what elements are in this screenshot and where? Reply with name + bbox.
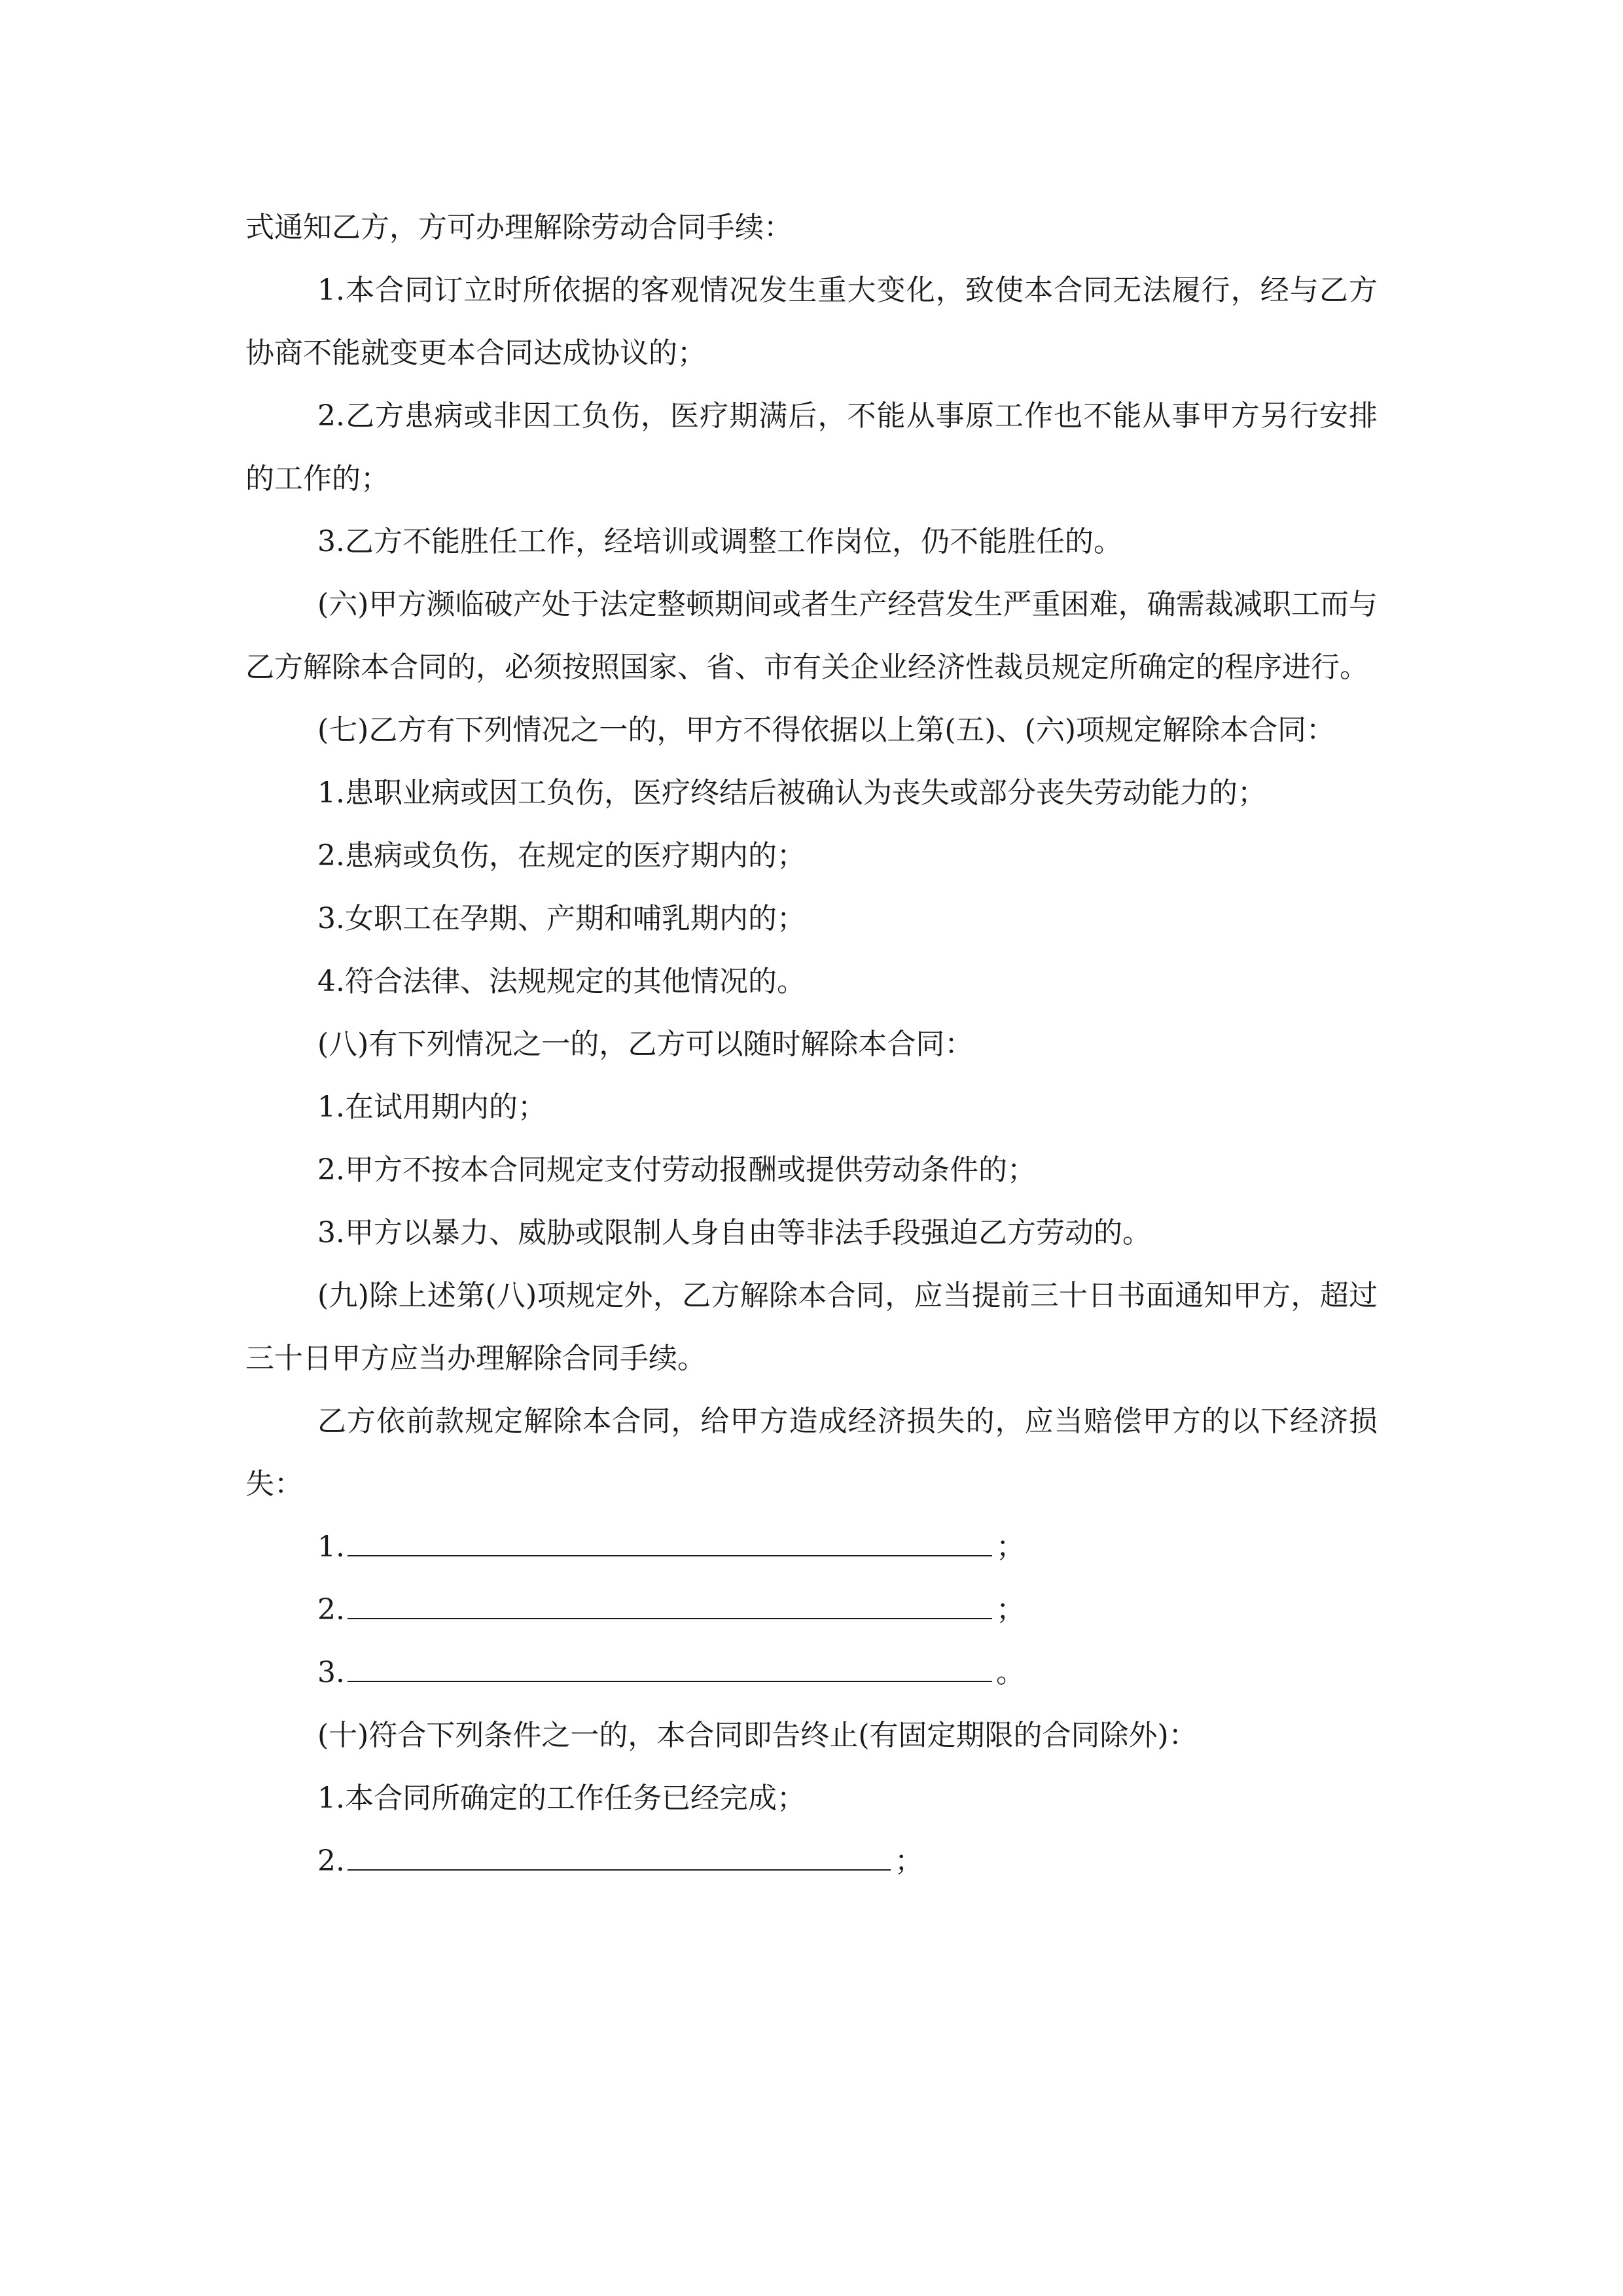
loss-item-end: 。: [995, 1656, 1025, 1689]
paragraph-clause: (九)除上述第(八)项规定外，乙方解除本合同，应当提前三十日书面通知甲方，超过三十日甲方应当办理解除合同手续。: [245, 1279, 1378, 1375]
termination-item-2: [245, 1830, 1378, 1893]
termination-item-end: ；: [894, 1844, 923, 1878]
paragraph-clause: (六)甲方濒临破产处于法定整顿期间或者生产经营发生严重困难，确需裁减职工而与乙方解除本合同的，必须按照国家、省、市有关企业经济性裁员规定所确定的程序进行。: [245, 588, 1378, 684]
paragraph-clause: (八)有下列情况之一的，乙方可以随时解除本合同：: [317, 1028, 974, 1061]
paragraph-clause: (七)乙方有下列情况之一的，甲方不得依据以上第(五)、(六)项规定解除本合同：: [317, 713, 1335, 747]
paragraph-item: 2.甲方不按本合同规定支付劳动报酬或提供劳动条件的；: [317, 1153, 1036, 1187]
paragraph-item: 1.患职业病或因工负伤，医疗终结后被确认为丧失或部分丧失劳动能力的；: [317, 776, 1266, 810]
loss-item-1: [245, 1516, 1378, 1579]
paragraph-item: 3.甲方以暴力、威胁或限制人身自由等非法手段强迫乙方劳动的。: [317, 1216, 1151, 1249]
loss-item-number: 3.: [317, 1656, 345, 1689]
loss-item-end: ；: [995, 1593, 1025, 1626]
paragraph-item: 1.本合同订立时所依据的客观情况发生重大变化，致使本合同无法履行，经与乙方协商不能就变更本合同达成协议的；: [245, 274, 1378, 370]
loss-item-end: ；: [995, 1530, 1025, 1564]
loss-item-number: 1.: [317, 1530, 345, 1564]
paragraph-item: 4.符合法律、法规规定的其他情况的。: [317, 965, 806, 998]
paragraph-item: 2.患病或负伤，在规定的医疗期内的；: [317, 839, 806, 872]
paragraph-item: 3.乙方不能胜任工作，经培训或调整工作岗位，仍不能胜任的。: [317, 525, 1122, 558]
paragraph-item: 2.乙方患病或非因工负伤，医疗期满后，不能从事原工作也不能从事甲方另行安排的工作的；: [245, 399, 1378, 495]
paragraph-clause: 乙方依前款规定解除本合同，给甲方造成经济损失的，应当赔偿甲方的以下经济损失：: [245, 1405, 1378, 1501]
fill-in-blank[interactable]: [348, 1589, 992, 1619]
loss-item-2: [245, 1579, 1378, 1641]
paragraph-clause: (十)符合下列条件之一的，本合同即告终止(有固定期限的合同除外)：: [317, 1719, 1198, 1752]
termination-item-number: 2.: [317, 1844, 345, 1878]
fill-in-blank[interactable]: [348, 1840, 891, 1871]
paragraph-item: 3.女职工在孕期、产期和哺乳期内的；: [317, 902, 806, 935]
paragraph-item: 1.在试用期内的；: [317, 1090, 546, 1124]
fill-in-blank[interactable]: [348, 1652, 992, 1682]
paragraph-item: 1.本合同所确定的工作任务已经完成；: [317, 1782, 806, 1815]
contract-body: [245, 196, 1378, 1893]
loss-item-3: [245, 1641, 1378, 1704]
loss-item-number: 2.: [317, 1593, 345, 1626]
fill-in-blank[interactable]: [348, 1526, 992, 1556]
paragraph-continuation: 式通知乙方，方可办理解除劳动合同手续：: [245, 211, 793, 244]
